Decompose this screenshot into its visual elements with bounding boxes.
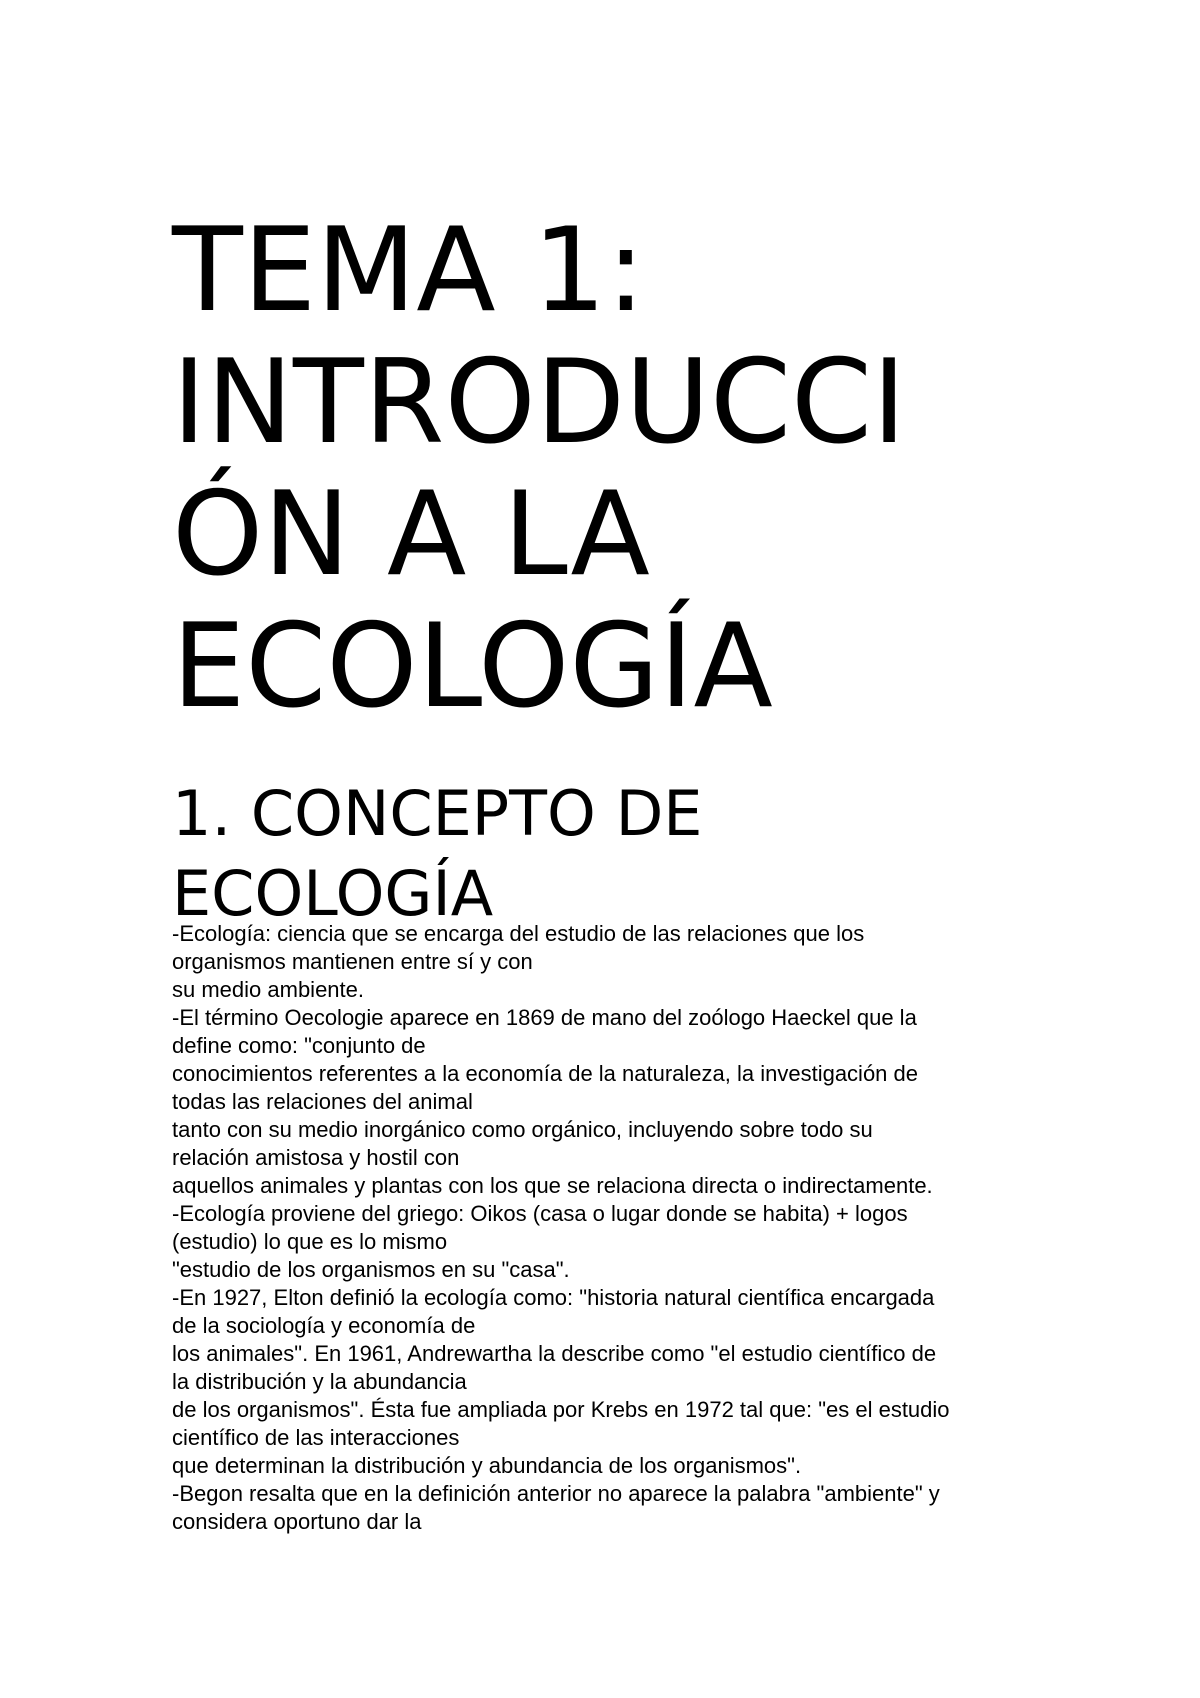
- body-line: su medio ambiente.: [172, 977, 364, 1002]
- title-line: TEMA 1:: [172, 203, 646, 338]
- body-line: define como: "conjunto de: [172, 1033, 426, 1058]
- body-line: -Ecología proviene del griego: Oikos (casa o lugar donde se habita) + logos: [172, 1201, 908, 1226]
- title-line: ECOLOGÍA: [172, 599, 773, 734]
- body-line: científico de las interacciones: [172, 1425, 460, 1450]
- body-line: aquellos animales y plantas con los que se relaciona directa o indirectamente.: [172, 1173, 933, 1198]
- body-line: tanto con su medio inorgánico como orgánico, incluyendo sobre todo su: [172, 1117, 873, 1142]
- body-line: de la sociología y economía de: [172, 1313, 476, 1338]
- body-line: todas las relaciones del animal: [172, 1089, 473, 1114]
- section-heading-line: ECOLOGÍA: [172, 857, 494, 930]
- title-line: ÓN A LA: [172, 467, 650, 602]
- body-line: que determinan la distribución y abundancia de los organismos".: [172, 1453, 802, 1478]
- body-line: conocimientos referentes a la economía de la naturaleza, la investigación de: [172, 1061, 919, 1086]
- body-line: -En 1927, Elton definió la ecología como: "historia natural científica encargada: [172, 1285, 935, 1310]
- body-line: relación amistosa y hostil con: [172, 1145, 460, 1170]
- body-line: los animales". En 1961, Andrewartha la describe como "el estudio científico de: [172, 1341, 937, 1366]
- body-line: considera oportuno dar la: [172, 1509, 422, 1534]
- title-line: INTRODUCCI: [172, 335, 907, 470]
- body-line: la distribución y la abundancia: [172, 1369, 467, 1394]
- section-heading-line: 1. CONCEPTO DE: [172, 777, 703, 850]
- body-line: de los organismos". Ésta fue ampliada por Krebs en 1972 tal que: "es el estudio: [172, 1397, 950, 1422]
- body-line: organismos mantienen entre sí y con: [172, 949, 533, 974]
- body-line: -Ecología: ciencia que se encarga del estudio de las relaciones que los: [172, 921, 865, 946]
- body-line: (estudio) lo que es lo mismo: [172, 1229, 448, 1254]
- document-title: [172, 205, 1152, 733]
- body-line: -El término Oecologie aparece en 1869 de mano del zoólogo Haeckel que la: [172, 1005, 917, 1030]
- body-line: -Begon resalta que en la definición anterior no aparece la palabra "ambiente" y: [172, 1481, 940, 1506]
- body-text: [172, 920, 1172, 1536]
- section-heading: [172, 774, 1152, 934]
- body-line: "estudio de los organismos en su "casa".: [172, 1257, 570, 1282]
